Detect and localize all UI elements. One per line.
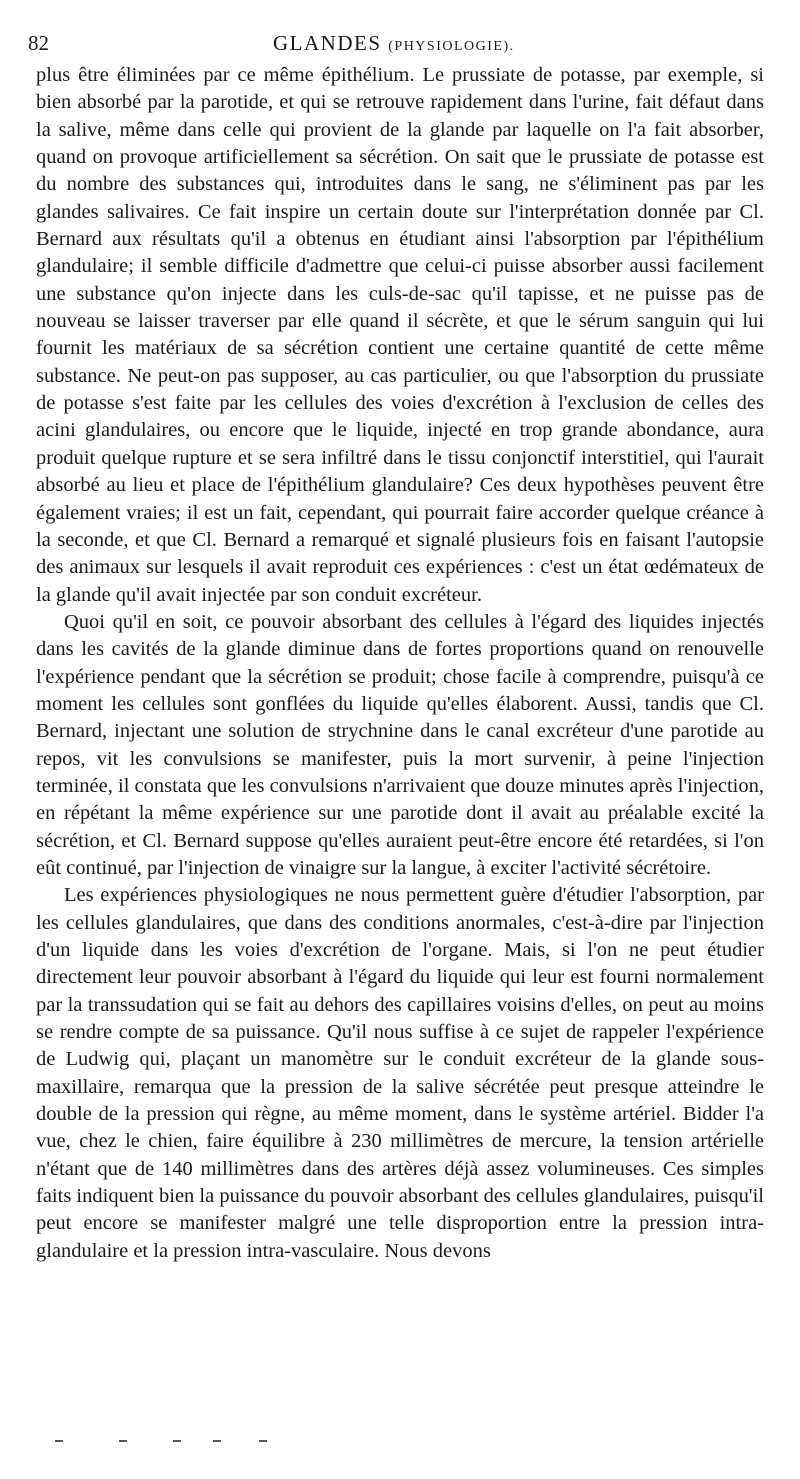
scan-mark xyxy=(259,1440,267,1442)
scan-mark xyxy=(55,1440,63,1442)
running-header xyxy=(28,28,768,58)
scan-mark xyxy=(173,1440,181,1442)
paragraph-3: Les expériences physiologiques ne nous permettent guère d'étudier l'absorption, par les cellules glandulaires, que dans des conditions anormales, c'est-à-dire par l'injection d'un liquide dans les voies d'excrétion de l'organe. Mais, si l'on ne peut étudier directement leur pouvoir absorbant à l'égard du liquide qui leur est fourni normalement par la transsudation qui se fait au dehors des capillaires voisins d'elles, on peut au moins se rendre compte de sa puissance. Qu'il nous suffise à ce sujet de rappeler l'expérience de Ludwig qui, plaçant un manomètre sur le conduit excréteur de la glande sous-maxillaire, remarqua que la pression de la salive sécrétée peut presque atteindre le double de la pression qui règne, au même moment, dans le système artériel. Bidder l'a vue, chez le chien, faire équilibre à 230 millimètres de mercure, la tension artérielle n'étant que de 140 millimètres dans des artères déjà assez volumineuses. Ces simples faits indiquent bien la puissance du pouvoir absorbant des cellules glandulaires, puisqu'il peut encore se manifester malgré une telle disproportion entre la pression intra-glandulaire et la pression intra-vasculaire. Nous devons xyxy=(36,884,764,1262)
scan-mark xyxy=(119,1440,127,1442)
scan-mark xyxy=(213,1440,221,1442)
body-text xyxy=(36,62,764,1265)
running-title-main: GLANDES xyxy=(273,31,382,55)
scan-artifact-marks xyxy=(55,1440,275,1446)
running-title-subtitle: (PHYSIOLOGIE). xyxy=(388,39,515,54)
paragraph-1: plus être éliminées par ce même épithélium. Le prussiate de potasse, par exemple, si bien absorbé par la parotide, et qui se retrouve rapidement dans l'urine, fait défaut dans la salive, même dans celle qui provient de la glande par laquelle on l'a fait absorber, quand on provoque artificiellement sa sécrétion. On sait que le prussiate de potasse est du nombre des substances qui, introduites dans le sang, ne s'éliminent pas par les glandes salivaires. Ce fait inspire un certain doute sur l'interprétation donnée par Cl. Bernard aux résultats qu'il a obtenus en étudiant ainsi l'absorption par l'épithélium glandulaire; il semble difficile d'admettre que celui-ci puisse absorber aussi facilement une substance qu'on injecte dans les culs-de-sac qu'il tapisse, et ne puisse pas de nouveau se laisser traverser par elle quand il sécrète, et que le sérum sanguin qui lui fournit les matériaux de sa sécrétion contient une certaine quantité de cette même substance. Ne peut-on pas supposer, au cas particulier, ou que l'absorption du prussiate de potasse s'est faite par les cellules des voies d'excrétion à l'exclusion de celles des acini glandulaires, ou encore que le liquide, injecté en trop grande abondance, aura produit quelque rupture et se sera infiltré dans le tissu conjonctif interstitiel, qui l'aurait absorbé au lieu et place de l'épithélium glandulaire? Ces deux hypothèses peuvent être également vraies; il est un fait, cependant, qui pourrait faire accorder quelque créance à la seconde, et que Cl. Bernard a remarqué et signalé plusieurs fois en faisant l'autopsie des animaux sur lesquels il avait reproduit ces expériences : c'est un état œdémateux de la glande qu'il avait injectée par son conduit excréteur. xyxy=(36,64,764,606)
page-number: 82 xyxy=(28,31,49,55)
paragraph-2: Quoi qu'il en soit, ce pouvoir absorbant des cellules à l'égard des liquides injectés dans les cavités de la glande diminue dans de fortes proportions quand on renouvelle l'expérience pendant que la sécrétion se produit; chose facile à comprendre, puisqu'à ce moment les cellules sont gonflées du liquide qu'elles élaborent. Aussi, tandis que Cl. Bernard, injectant une solution de strychnine dans le canal excréteur d'une parotide au repos, vit les convulsions se manifester, puis la mort survenir, à peine l'injection terminée, il constata que les convulsions n'arrivaient que douze minutes après l'injection, en répétant la même expérience sur une parotide dont il avait au préalable excité la sécrétion, et Cl. Bernard suppose qu'elles auraient peut-être encore été retardées, si l'on eût continué, par l'injection de vinaigre sur la langue, à exciter l'activité sécrétoire. xyxy=(36,610,764,879)
running-title xyxy=(273,28,515,62)
